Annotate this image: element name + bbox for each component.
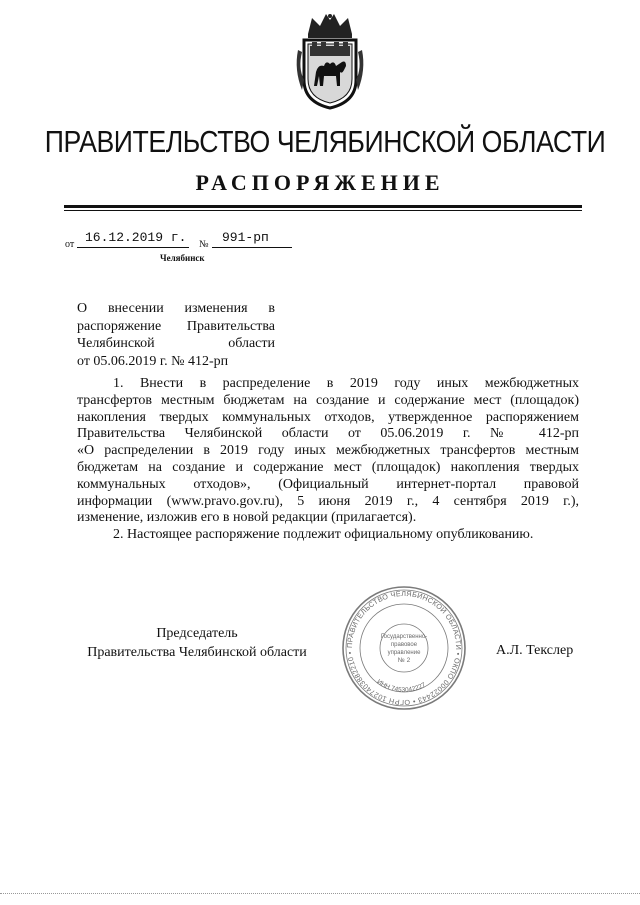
svg-text:ИНН 7453042227 (376, 678, 428, 694)
subject-line: распоряжение Правительства (77, 318, 275, 334)
body-line: 1. Внести в распределение в 2019 году иных межбюджетных (113, 376, 579, 391)
seal-center-text: № 2 (397, 657, 411, 664)
signatory-title-line: Правительства Челябинской области (87, 645, 307, 660)
coat-of-arms-icon (290, 10, 370, 110)
seal-center-text: Государственно- (380, 634, 428, 640)
official-seal-icon (340, 584, 468, 712)
body-line: коммунальных отходов», (Официальный интернет-портал правовой (77, 476, 579, 492)
page-bottom-edge (0, 893, 640, 894)
header-divider-thick (64, 205, 582, 208)
body-line: изменение, изложив его в новой редакции (прилагается). (77, 510, 417, 526)
seal-inn-text: ИНН 7453042227 (375, 678, 427, 694)
body-line: бюджетам на создание и содержание мест (площадок) накопления твердых (77, 459, 579, 475)
city-label: Челябинск (160, 253, 205, 263)
body-line: Правительства Челябинской области от 05.06.2019 г. № 412-рп (77, 426, 579, 442)
body-line: трансфертов местным бюджетам на создание и содержание мест (площадок) (77, 392, 579, 408)
seal-center-text: управление (387, 650, 421, 656)
document-date: 16.12.2019 г. (77, 230, 189, 248)
subject-line: от 05.06.2019 г. № 412-рп (77, 353, 229, 369)
document-body (77, 376, 579, 544)
signatory-title (77, 624, 317, 662)
document-subject (77, 300, 275, 370)
date-prefix: от (65, 239, 75, 250)
signatory-name: А.Л. Текслер (496, 643, 574, 658)
body-paragraph-2: 2. Настоящее распоряжение подлежит официальному опубликованию. (113, 527, 534, 543)
subject-line: Челябинской области (77, 336, 275, 351)
body-line: накопления твердых коммунальных отходов, утвержденное распоряжением (77, 409, 579, 425)
body-line: информации (www.pravo.gov.ru), 5 июня 2019 г., 4 сентября 2019 г.), (77, 493, 579, 509)
seal-center-text: правовое (390, 642, 418, 648)
seal-outer-text: ПРАВИТЕЛЬСТВО ЧЕЛЯБИНСКОЙ ОБЛАСТИ • ОКПО 00022443 • ОГРН 1027403882210 • (344, 588, 464, 708)
number-prefix: № (199, 239, 209, 250)
document-type: РАСПОРЯЖЕНИЕ (195, 170, 445, 195)
body-line: «О распределении в 2019 году иных межбюджетных трансфертов местным (77, 443, 579, 459)
document-number: 991-рп (212, 230, 292, 248)
signatory-title-line: Председатель (156, 626, 238, 641)
government-title: ПРАВИТЕЛЬСТВО ЧЕЛЯБИНСКОЙ ОБЛАСТИ (44, 124, 606, 159)
subject-line: О внесении изменения в (77, 301, 275, 316)
header-divider-thin (64, 210, 582, 211)
